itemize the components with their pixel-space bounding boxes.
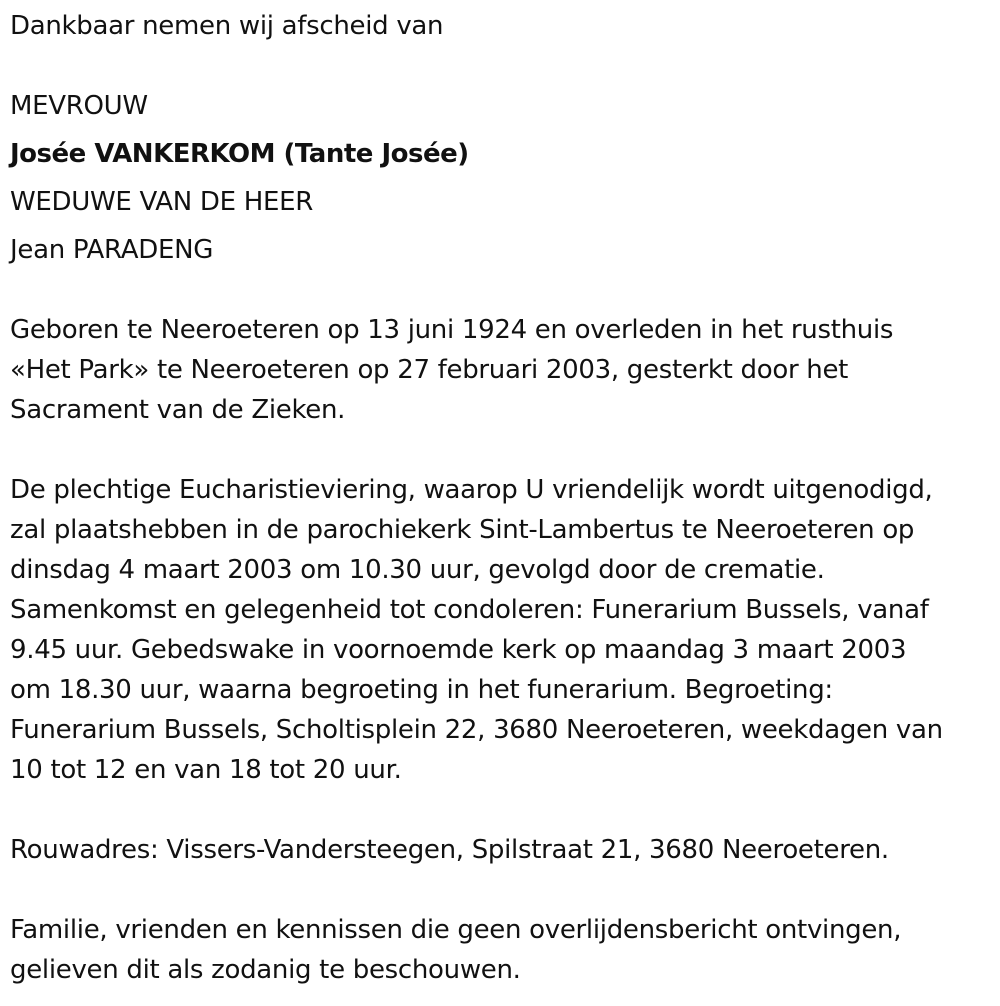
- paragraph-line: zal plaatshebben in de parochiekerk Sint-Lambertus te Neeroeteren op: [10, 515, 915, 545]
- husband-name: Jean PARADENG: [10, 235, 214, 265]
- birth-death-paragraph: [10, 310, 995, 430]
- deceased-name: Josée VANKERKOM (Tante Josée): [10, 139, 469, 169]
- paragraph-line: Familie, vrienden en kennissen die geen overlijdensbericht ontvingen,: [10, 915, 902, 945]
- widow-of-line: WEDUWE VAN DE HEER: [10, 187, 313, 217]
- paragraph-line: «Het Park» te Neeroeteren op 27 februari 2003, gesterkt door het: [10, 355, 849, 385]
- paragraph-line: Sacrament van de Zieken.: [10, 395, 346, 425]
- mourning-address: Rouwadres: Vissers-Vandersteegen, Spilstraat 21, 3680 Neeroeteren.: [10, 835, 889, 865]
- paragraph-line: Funerarium Bussels, Scholtisplein 22, 3680 Neeroeteren, weekdagen van: [10, 715, 943, 745]
- paragraph-line: Geboren te Neeroeteren op 13 juni 1924 en overleden in het rusthuis: [10, 315, 894, 345]
- service-paragraph: [10, 470, 995, 790]
- paragraph-line: 9.45 uur. Gebedswake in voornoemde kerk op maandag 3 maart 2003: [10, 635, 907, 665]
- title-line: MEVROUW: [10, 91, 148, 121]
- paragraph-line: De plechtige Eucharistieviering, waarop U vriendelijk wordt uitgenodigd,: [10, 475, 933, 505]
- paragraph-line: dinsdag 4 maart 2003 om 10.30 uur, gevolgd door de crematie.: [10, 555, 825, 585]
- intro-line: Dankbaar nemen wij afscheid van: [10, 11, 444, 41]
- paragraph-line: om 18.30 uur, waarna begroeting in het funerarium. Begroeting:: [10, 675, 833, 705]
- paragraph-line: gelieven dit als zodanig te beschouwen.: [10, 955, 521, 985]
- paragraph-line: 10 tot 12 en van 18 tot 20 uur.: [10, 755, 402, 785]
- paragraph-line: Samenkomst en gelegenheid tot condoleren: Funerarium Bussels, vanaf: [10, 595, 929, 625]
- closing-paragraph: [10, 910, 995, 990]
